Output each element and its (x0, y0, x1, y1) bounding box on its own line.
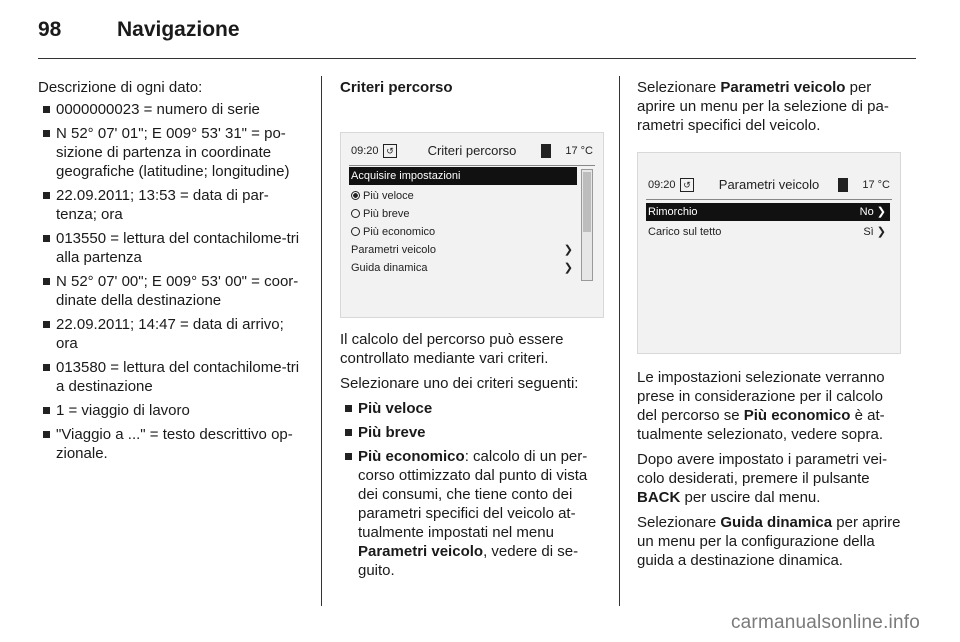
list-item-text: "Viaggio a ..." = testo descrittivo op-zionale. (56, 426, 293, 462)
screen-temperature: 17 °C (862, 179, 890, 191)
section-heading: Criteri percorso (340, 79, 453, 96)
back-icon: ↺ (680, 178, 694, 192)
screen-scrollbar[interactable] (581, 169, 593, 281)
list-item (38, 186, 306, 224)
menu-item-acquire-settings[interactable] (349, 167, 577, 185)
menu-item-vehicle-parameters[interactable] (349, 241, 577, 259)
list-item (38, 100, 306, 119)
menu-item-value: No ❯ (859, 206, 886, 218)
bullet-icon (43, 431, 50, 438)
text: per aprire un menu per la configurazione della guida a destinazione dinamica. (637, 514, 901, 569)
radio-icon (351, 227, 360, 236)
data-description-intro: Descrizione di ogni dato: (38, 79, 203, 96)
menu-item-roof-load[interactable] (646, 223, 890, 241)
paragraph (637, 450, 903, 507)
paragraph (637, 513, 903, 570)
criterion-text: , vedere di se-guito. (358, 543, 579, 579)
list-item-text: N 52° 07' 01"; E 009° 53' 31" = po-sizione di partenza in coordinate geografiche (latitudine; longitudine) (56, 125, 290, 180)
text-bold: Più economico (743, 407, 851, 424)
menu-item-label: Parametri veicolo (351, 244, 436, 256)
criterion-economical: Più economico (358, 448, 465, 465)
text: per uscire dal menu. (684, 489, 821, 506)
text-bold: BACK (637, 489, 681, 506)
bullet-icon (43, 321, 50, 328)
list-item-text: 22.09.2011; 14:47 = data di arrivo; ora (56, 316, 284, 352)
paragraph: Selezionare uno dei criteri seguenti: (340, 375, 579, 392)
bullet-icon (43, 364, 50, 371)
thermometer-icon (838, 178, 848, 192)
menu-item-fastest[interactable] (349, 187, 577, 205)
column-divider-2 (619, 76, 620, 606)
criteria-list (340, 399, 604, 580)
scrollbar-thumb[interactable] (583, 172, 591, 232)
column-3-top (637, 78, 903, 141)
screen-divider (646, 199, 892, 200)
column-2 (340, 78, 604, 105)
column-divider-1 (321, 76, 322, 606)
route-criteria-screen (340, 132, 604, 318)
list-item (38, 358, 306, 396)
list-item-text: 1 = viaggio di lavoro (56, 402, 190, 419)
list-item (38, 272, 306, 310)
chevron-right-icon: ❯ (563, 244, 573, 256)
menu-item-label: Acquisire impostazioni (351, 170, 461, 182)
menu-item-label: Più economico (363, 226, 436, 238)
column-2-body (340, 330, 604, 585)
menu-item-value: Sì ❯ (863, 226, 886, 238)
text: Selezionare (637, 79, 717, 96)
chevron-right-icon: ❯ (563, 262, 573, 274)
bullet-icon (43, 130, 50, 137)
list-item-text: 013580 = lettura del contachilome-tri a destinazione (56, 359, 300, 395)
list-item (340, 399, 604, 418)
criterion-fastest: Più veloce (358, 400, 433, 417)
list-item (38, 425, 306, 463)
screen-clock: 09:20 (648, 179, 676, 191)
screen-title: Criteri percorso (427, 143, 517, 158)
text: Dopo avere impostato i parametri vei-colo desiderati, premere il pulsante (637, 451, 888, 487)
menu-item-dynamic-guidance[interactable] (349, 259, 577, 277)
screen-title: Parametri veicolo (718, 177, 820, 192)
text: per aprire un menu per la selezione di pa-rametri specifici del veicolo. (637, 79, 889, 134)
paragraph (637, 368, 903, 444)
menu-item-label: Rimorchio (648, 206, 698, 218)
text-bold: Guida dinamica (720, 514, 833, 531)
back-icon: ↺ (383, 144, 397, 158)
list-item-text: 0000000023 = numero di serie (56, 101, 260, 118)
paragraph (637, 78, 903, 135)
menu-item-label: Carico sul tetto (648, 226, 722, 238)
screen-temperature: 17 °C (565, 145, 593, 157)
text: Selezionare (637, 514, 717, 531)
list-item (38, 124, 306, 181)
text-bold: Parametri veicolo (720, 79, 846, 96)
radio-icon (351, 209, 360, 218)
list-item (38, 229, 306, 267)
list-item-text: N 52° 07' 00"; E 009° 53' 00" = coor-dinate della destinazione (56, 273, 299, 309)
bullet-icon (43, 407, 50, 414)
watermark: carmanualsonline.info (730, 612, 920, 633)
bullet-icon (43, 278, 50, 285)
bullet-icon (43, 192, 50, 199)
menu-item-label: Più veloce (363, 190, 414, 202)
menu-item-shortest[interactable] (349, 205, 577, 223)
list-item (38, 401, 306, 420)
data-description-list (38, 100, 306, 463)
screen-divider (349, 165, 595, 166)
list-item-text: 22.09.2011; 13:53 = data di par-tenza; ora (56, 187, 269, 223)
header-rule (38, 58, 916, 59)
paragraph: Il calcolo del percorso può essere controllato mediante vari criteri. (340, 331, 564, 367)
list-item-text: 013550 = lettura del contachilome-tri alla partenza (56, 230, 300, 266)
criterion-shortest: Più breve (358, 424, 426, 441)
menu-item-label: Guida dinamica (351, 262, 428, 274)
bullet-icon (345, 453, 352, 460)
list-item (38, 315, 306, 353)
vehicle-parameters-screen (637, 152, 901, 354)
screen-status-bar (349, 141, 595, 163)
criterion-text: : calcolo di un per-corso ottimizzato dal punto di vista dei consumi, che tiene conto dei parametri specifici del veicolo at-tualmente impostati nel menu (358, 448, 588, 541)
bullet-icon (43, 106, 50, 113)
page-number: 98 (38, 18, 62, 41)
text: è at-tualmente selezionato, vedere sopra. (637, 407, 885, 443)
list-item (340, 423, 604, 442)
screen-status-bar (646, 175, 892, 197)
menu-item-economical[interactable] (349, 223, 577, 241)
bullet-icon (345, 405, 352, 412)
column-3-body (637, 368, 903, 576)
list-item (340, 447, 604, 580)
thermometer-icon (541, 144, 551, 158)
bullet-icon (345, 429, 352, 436)
menu-item-trailer[interactable] (646, 203, 890, 221)
bullet-icon (43, 235, 50, 242)
column-1 (38, 78, 306, 468)
text: Le impostazioni selezionate verranno prese in considerazione per il calcolo del percorso se (637, 369, 885, 424)
criterion-text-bold: Parametri veicolo (358, 543, 484, 560)
menu-item-label: Più breve (363, 208, 410, 220)
screen-clock: 09:20 (351, 145, 379, 157)
radio-selected-icon (351, 191, 360, 200)
page-title: Navigazione (117, 18, 240, 41)
